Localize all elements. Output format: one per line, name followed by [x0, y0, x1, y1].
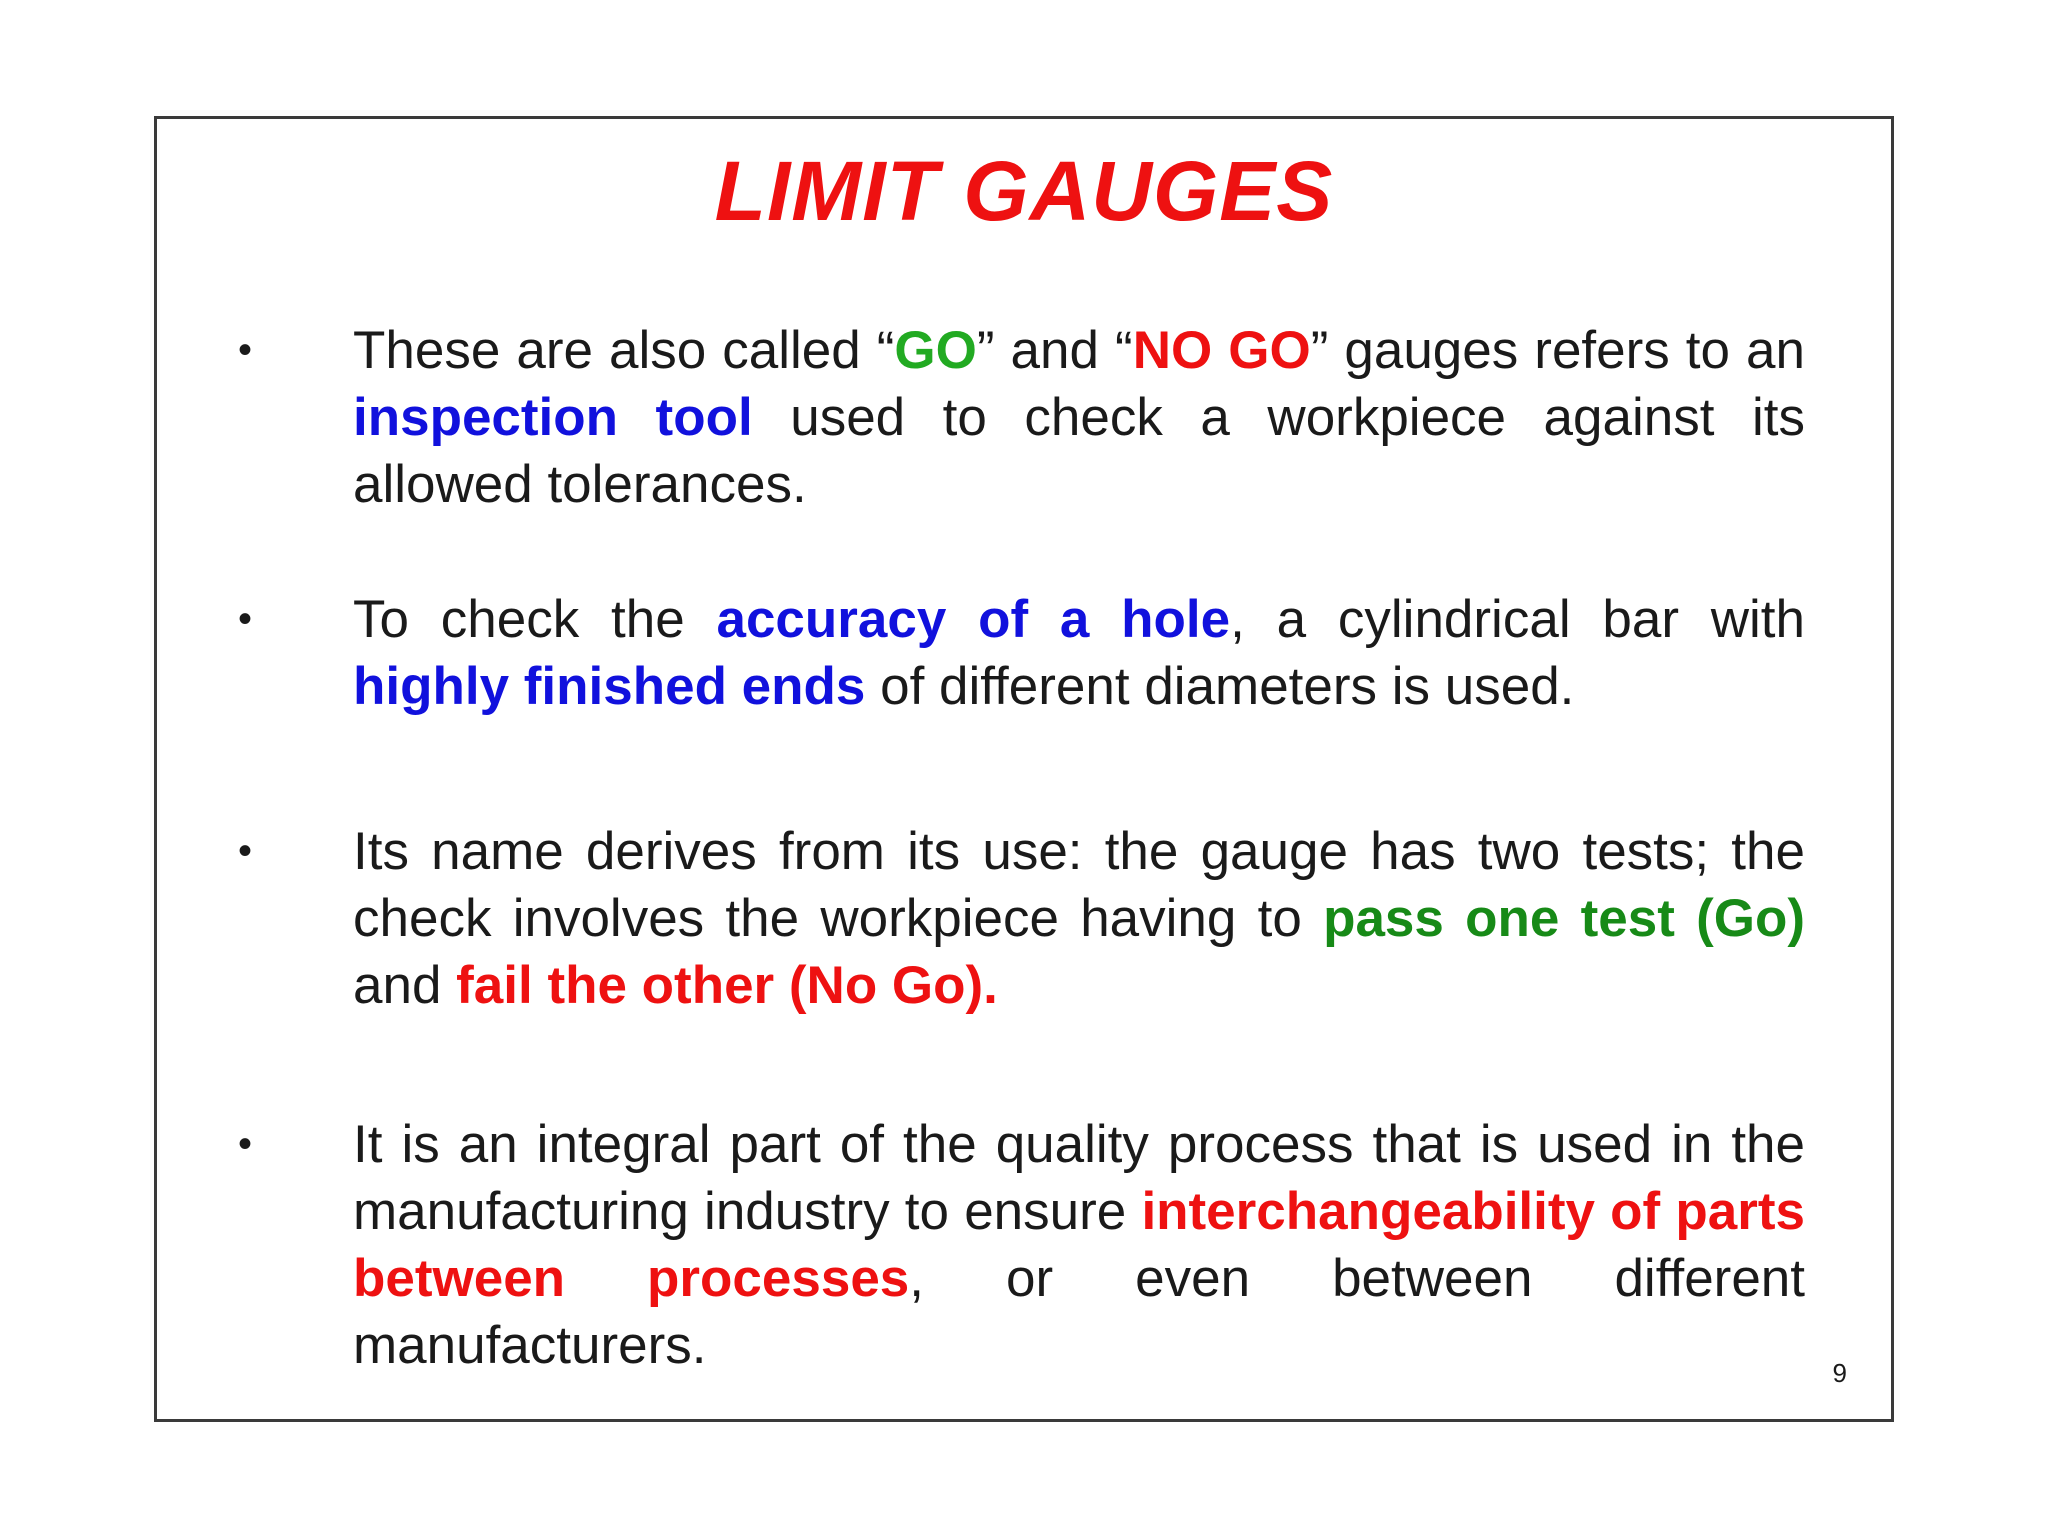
bullet-item: [225, 586, 1805, 720]
bullet-dot: •: [237, 829, 252, 873]
highlight-fail-the-other: fail the other (No Go).: [456, 956, 998, 1015]
highlight-no-go: NO GO: [1132, 321, 1311, 380]
bullet-dot: •: [237, 597, 252, 641]
highlight-highly-finished-ends: highly finished ends: [353, 657, 866, 716]
bullet-list: [225, 317, 1805, 1447]
bullet-text: , or even between different manufacturers.: [353, 1249, 1806, 1375]
bullet-text: , a cylindrical bar with: [1230, 590, 1806, 649]
bullet-text: and: [353, 956, 457, 1015]
bullet-text: To check the: [353, 590, 717, 649]
highlight-pass-one-test: pass one test (Go): [1323, 889, 1805, 948]
bullet-text: ” gauges refers to an: [1310, 321, 1805, 380]
highlight-interchangeability: interchangeability of parts between processes: [353, 1182, 1805, 1308]
highlight-go: GO: [894, 321, 977, 380]
bullet-text: ” and “: [976, 321, 1133, 380]
bullet-item: [225, 1111, 1805, 1379]
slide-title: LIMIT GAUGES: [714, 144, 1334, 238]
bullet-item: [225, 317, 1805, 518]
page-number: 9: [1832, 1358, 1847, 1388]
bullet-text: It is an integral part of the quality process that is used in the manufacturing industry to ensure: [353, 1115, 1805, 1241]
slide: [154, 116, 1894, 1422]
bullet-text: These are also called “: [353, 321, 895, 380]
bullet-dot: •: [237, 328, 252, 372]
highlight-accuracy-of-a-hole: accuracy of a hole: [716, 590, 1231, 649]
bullet-text: used to check a workpiece against its allowed tolerances.: [353, 388, 1805, 514]
bullet-item: [225, 818, 1805, 1019]
bullet-text: Its name derives from its use: the gauge has two tests; the check involves the workpiece having to: [353, 822, 1805, 948]
bullet-text: of different diameters is used.: [865, 657, 1575, 716]
bullet-dot: •: [237, 1122, 252, 1166]
highlight-inspection-tool: inspection tool: [353, 388, 753, 447]
